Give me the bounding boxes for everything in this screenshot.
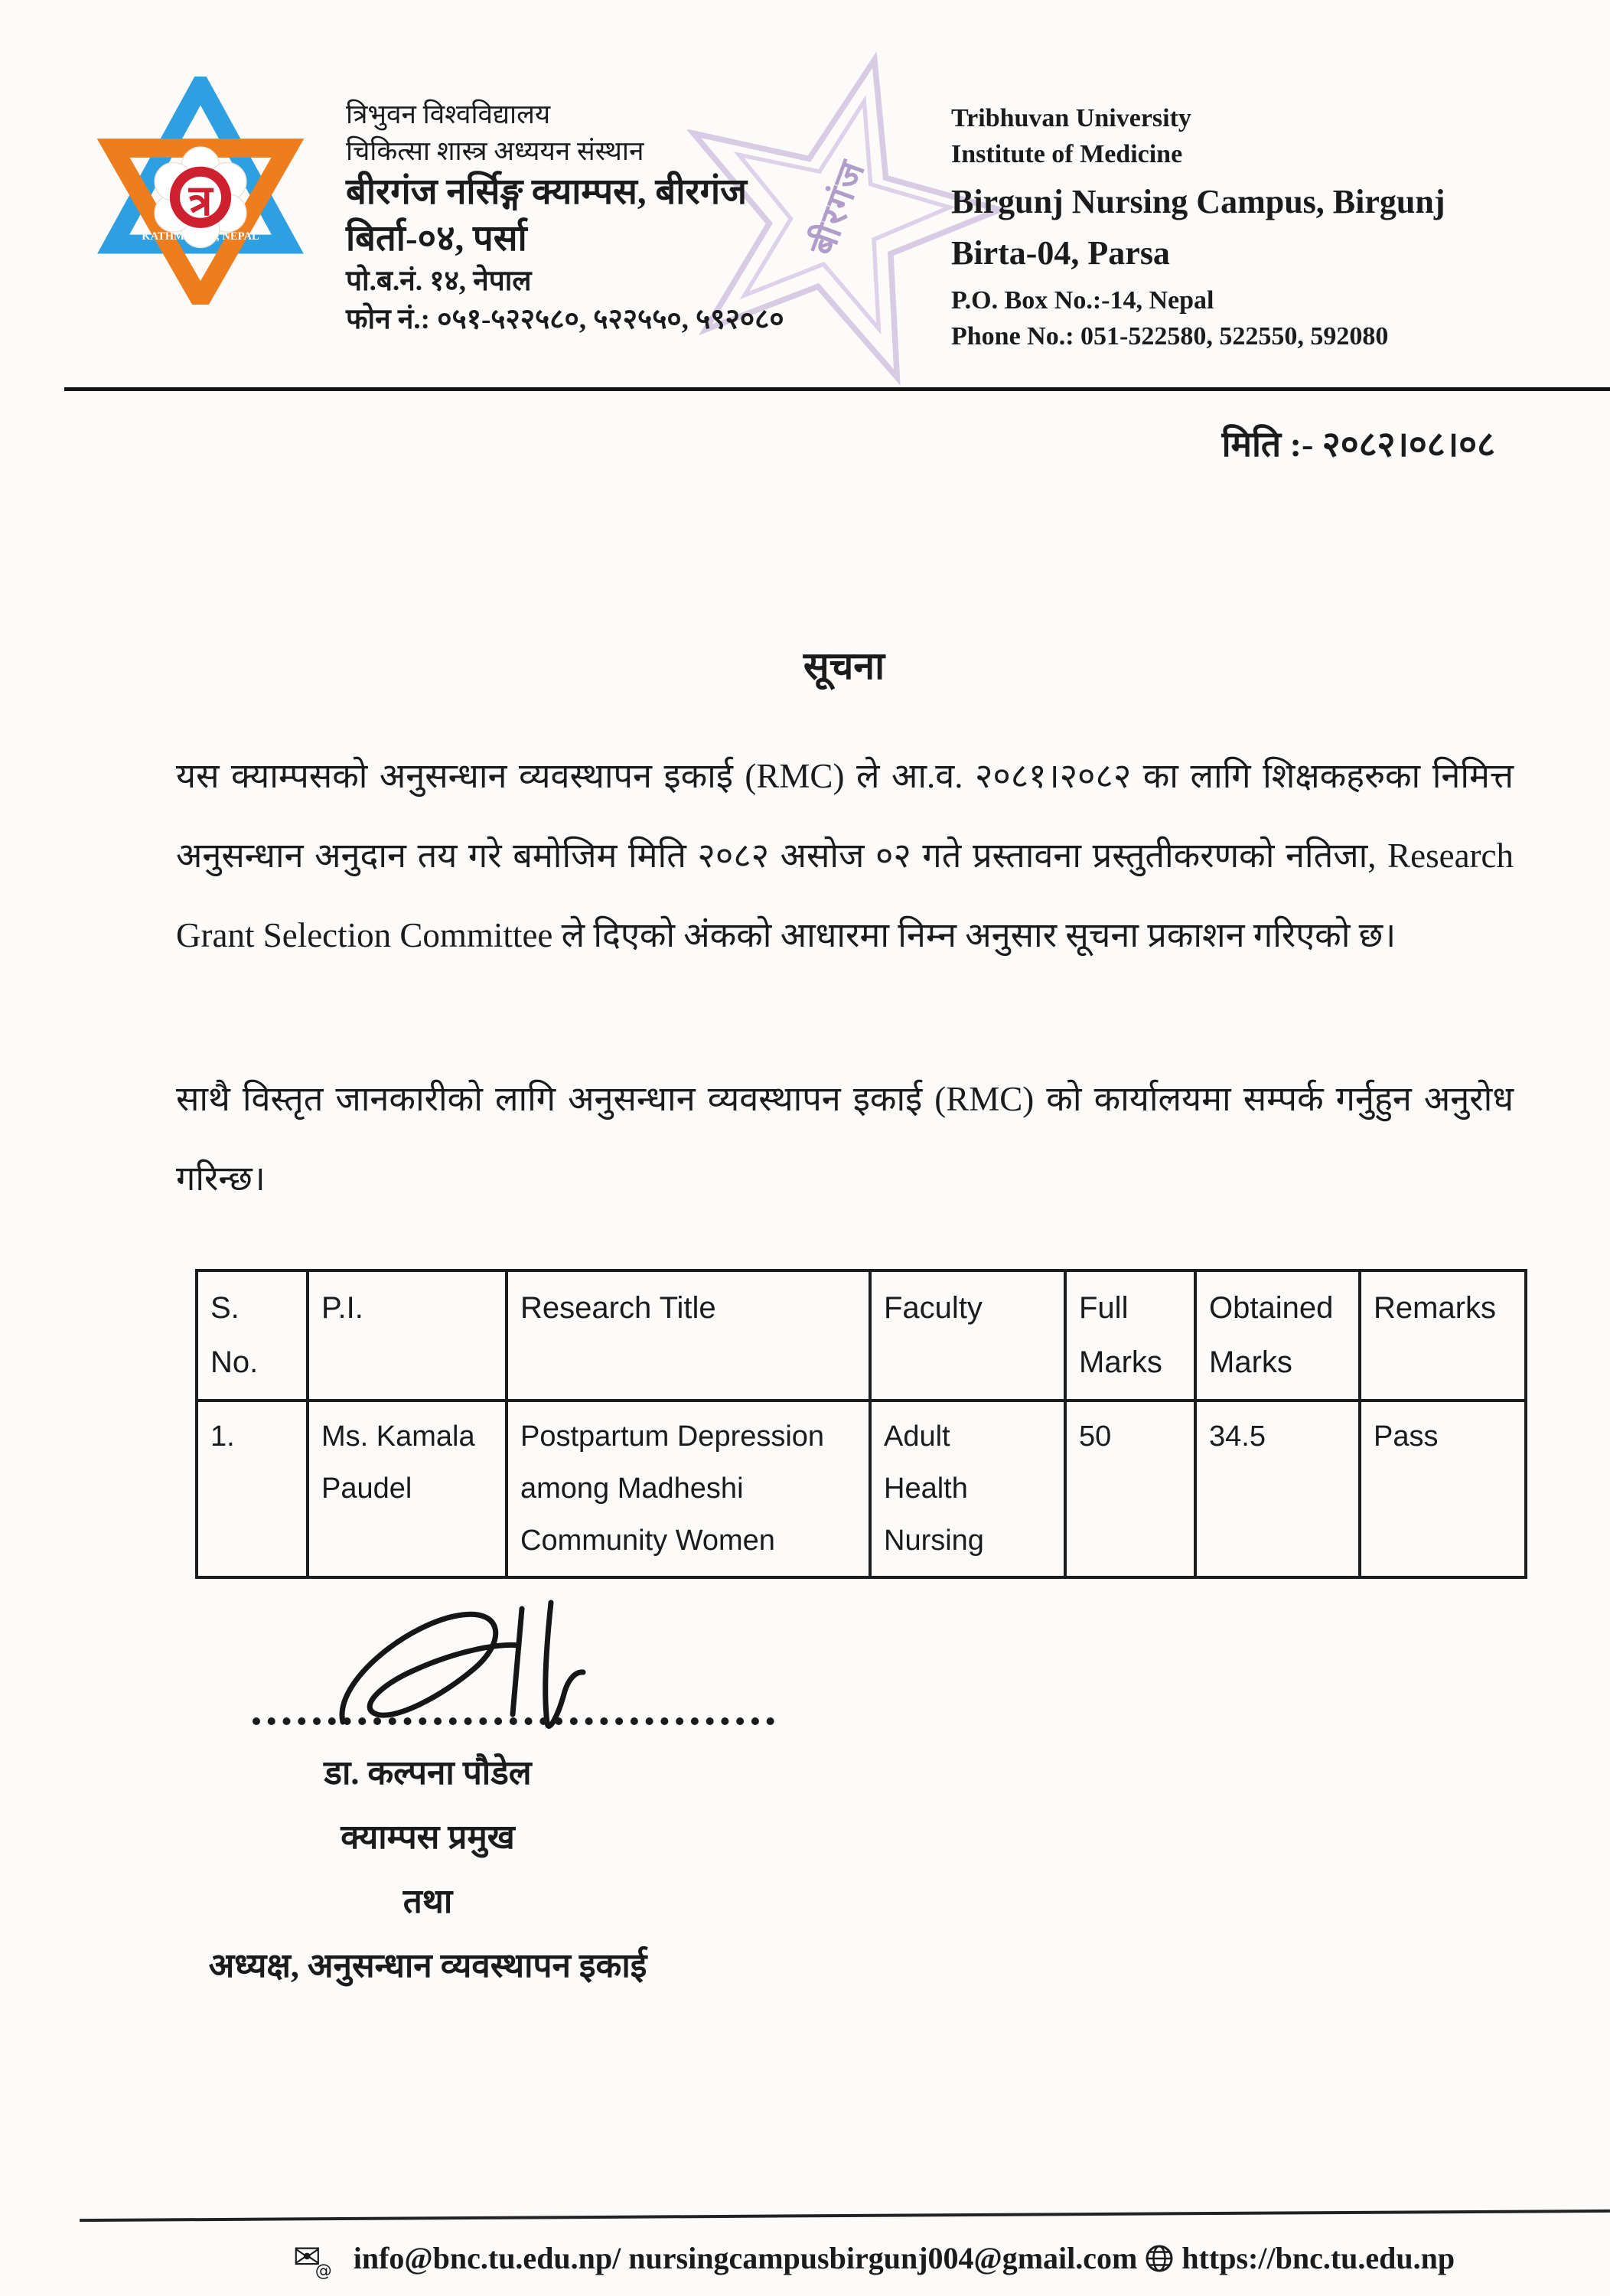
signatory-role-1: क्याम्पस प्रमुख [341, 1818, 515, 1857]
institute-name-nepali: चिकित्सा शास्त्र अध्ययन संस्थान [346, 135, 644, 166]
column-header-full-marks: Full Marks [1065, 1270, 1195, 1401]
footer-emails: info@bnc.tu.edu.np/ nursingcampusbirgunj004@gmail.com [353, 2241, 1138, 2275]
signature-dotted-line [253, 1717, 774, 1725]
column-header-pi: P.I. [308, 1270, 507, 1401]
cell-remarks: Pass [1360, 1401, 1526, 1577]
logo-bottom-text: KATHMANDU, NEPAL [142, 230, 259, 243]
institute-name-english: Institute of Medicine [951, 139, 1183, 168]
org-header-nepali [346, 96, 943, 339]
po-box-nepali: पो.ब.नं. १४, नेपाल [346, 266, 532, 298]
footer-divider [80, 2210, 1610, 2222]
cell-research-title: Postpartum Depression among Madheshi Community Women [507, 1401, 870, 1577]
email-icon: $✉_@$ [292, 2238, 332, 2281]
table-row [197, 1401, 1526, 1577]
column-header-sno: S. No. [197, 1270, 308, 1401]
notice-paragraph-2: साथै विस्तृत जानकारीको लागि अनुसन्धान व्यवस्थापन इकाई (RMC) को कार्यालयमा सम्पर्क गर्नुहुन अनुरोध गरिन्छ। [176, 1080, 1514, 1198]
org-header-english [951, 101, 1586, 355]
signatory-role-3: अध्यक्ष, अनुसन्धान व्यवस्थापन इकाई [208, 1947, 647, 1985]
campus-address-english: Birta-04, Parsa [951, 233, 1170, 272]
logo-center-glyph: त्र [188, 178, 213, 226]
header-divider [64, 387, 1610, 391]
footer-contact-line [138, 2238, 1610, 2281]
university-name-nepali: त्रिभुवन विश्वविद्यालय [346, 99, 551, 129]
table-header-row [197, 1270, 1526, 1401]
campus-name-nepali: बीरगंज नर्सिङ्ग क्याम्पस, बीरगंज [346, 172, 747, 213]
campus-address-nepali: बिर्ता-०४, पर्सा [346, 219, 527, 259]
notice-paragraph-1: यस क्याम्पसको अनुसन्धान व्यवस्थापन इकाई (RMC) ले आ.व. २०८१।२०८२ का लागि शिक्षकहरुका निमित्त अनुसन्धान अनुदान तय गरे बमोजिम मिति २०८२ असोज ०२ गते प्रस्तावना प्रस्तुतीकरणको नतिजा, Research Grant Selection Committee ले दिएको अंकको आधारमा निम्न अनुसार सूचना प्रकाशन गरिएको छ। [176, 757, 1514, 954]
column-header-obtained-marks: Obtained Marks [1195, 1270, 1360, 1401]
column-header-faculty: Faculty [870, 1270, 1065, 1401]
results-table [195, 1269, 1527, 1579]
cell-obtained-marks: 34.5 [1195, 1401, 1360, 1577]
university-name-english: Tribhuvan University [951, 104, 1191, 132]
column-header-research-title: Research Title [507, 1270, 870, 1401]
date-line: मिति :- २०८२।०८।०८ [1221, 425, 1495, 464]
globe-icon [1145, 2241, 1174, 2276]
tribhuvan-university-logo [89, 77, 312, 305]
signatory-name: डा. कल्पना पौडेल [324, 1754, 532, 1792]
phone-english: Phone No.: 051-522580, 522550, 592080 [951, 321, 1389, 351]
cell-pi: Ms. Kamala Paudel [308, 1401, 507, 1577]
signatory-block [172, 1751, 683, 2008]
cell-full-marks: 50 [1065, 1401, 1195, 1577]
phone-nepali: फोन नं.: ०५१-५२२५८०, ५२२५५०, ५९२०८० [346, 304, 784, 336]
column-header-remarks: Remarks [1360, 1270, 1526, 1401]
footer-website: https://bnc.tu.edu.np [1181, 2241, 1455, 2275]
signatory-role-2: तथा [402, 1883, 453, 1921]
signature-scrawl [321, 1598, 650, 1760]
notice-title: सूचना [803, 644, 885, 687]
cell-sno: 1. [197, 1401, 308, 1577]
po-box-english: P.O. Box No.:-14, Nepal [951, 285, 1214, 315]
campus-name-english: Birgunj Nursing Campus, Birgunj [951, 182, 1445, 220]
ink-stamp-text: बीरगंज [802, 154, 873, 260]
cell-faculty: Adult Health Nursing [870, 1401, 1065, 1577]
